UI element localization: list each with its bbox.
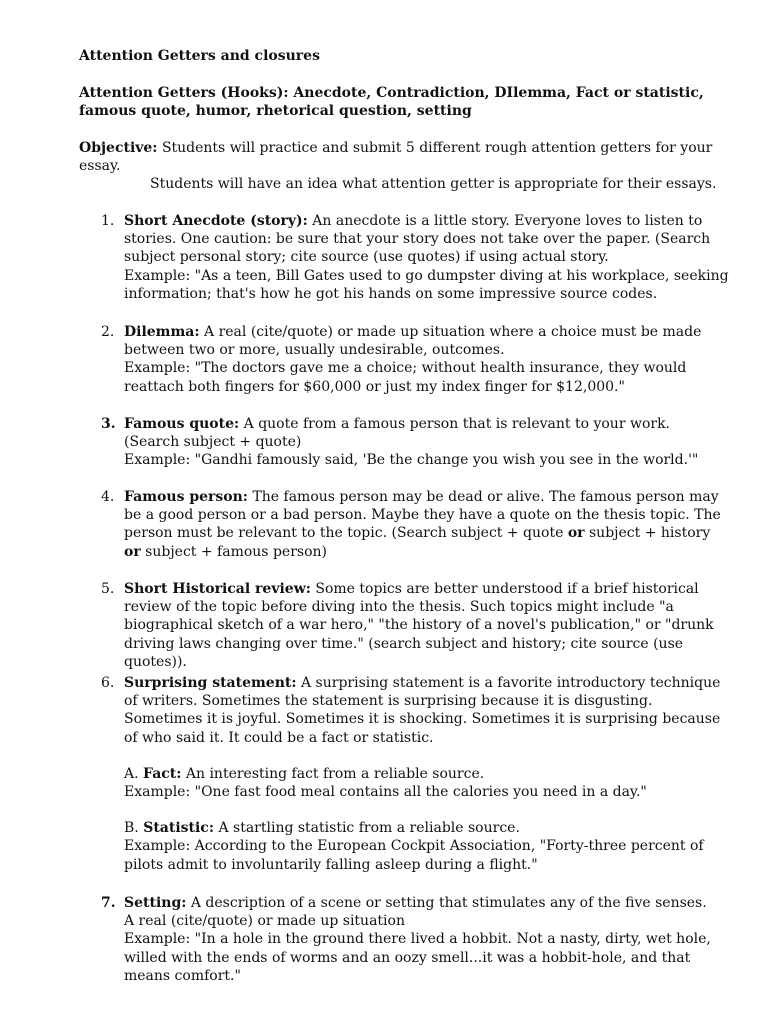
item-text: A real (cite/quote) or made up situation where a choice must be made between two or more, usually undesirable, outcomes.	[124, 324, 702, 359]
item-example: Example: "Gandhi famously said, 'Be the change you wish you see in the world.'"	[124, 452, 699, 469]
item-text: subject + famous person)	[145, 543, 327, 560]
objective-line-1: Students will practice and submit 5 different rough attention getters for your essay.	[79, 140, 713, 175]
list-number: 7.	[101, 895, 116, 911]
list-number: 5.	[101, 581, 115, 597]
subitem-fact	[124, 765, 729, 801]
subitem-heading: Statistic:	[143, 820, 214, 837]
item-note: A real (cite/quote) or made up situation	[124, 913, 405, 930]
list-item-dilemma	[79, 323, 729, 396]
objective-label: Objective:	[79, 140, 158, 156]
or-emphasis: or	[124, 543, 141, 560]
item-example: Example: "In a hole in the ground there lived a hobbit. Not a nasty, dirty, wet hole, willed with the ends of worms and an oozy smell...it was a hobbit-hole, and that means comfort."	[124, 931, 711, 984]
list-item-setting	[79, 894, 729, 985]
item-text: A description of a scene or setting that stimulates any of the five senses.	[190, 895, 707, 911]
item-text: Some topics are better understood if a brief historical review of the topic before diving into the thesis. Such topics might include "a biographical sketch of a war hero," "the history of a novel's publication," or "drunk driving laws changing over time." (search subject and history; cite source (use quotes)).	[124, 581, 714, 670]
list-number: 4.	[101, 489, 115, 505]
item-example: Example: "As a teen, Bill Gates used to go dumpster diving at his workplace, seeking information; that's how he got his hands on some impressive source codes.	[124, 267, 729, 302]
item-text: The famous person may be dead or alive. The famous person may be a good person or a bad person. Maybe they have a quote on the thesis topic. The person must be relevant to the topic. (Search subject + quote	[124, 489, 721, 542]
item-note: (Search subject + quote)	[124, 434, 302, 451]
subitem-prefix: A.	[124, 765, 139, 782]
list-item-anecdote	[79, 212, 729, 303]
subitem-example: Example: "One fast food meal contains all the calories you need in a day."	[124, 784, 647, 801]
subitem-prefix: B.	[124, 820, 139, 837]
item-heading: Dilemma:	[124, 324, 200, 340]
item-heading: Setting:	[124, 895, 187, 911]
objective-paragraph	[79, 139, 729, 194]
item-heading: Famous person:	[124, 489, 248, 505]
item-heading: Surprising statement:	[124, 675, 297, 691]
list-item-surprising-statement	[79, 674, 729, 874]
document-title: Attention Getters and closures	[79, 48, 320, 64]
item-text: subject + history	[589, 525, 711, 542]
subitem-text: An interesting fact from a reliable source.	[185, 765, 485, 782]
list-item-famous-person	[79, 488, 729, 561]
item-heading: Short Historical review:	[124, 581, 311, 597]
subitem-statistic	[124, 819, 729, 874]
item-text: A surprising statement is a favorite introductory technique of writers. Sometimes the statement is surprising because it is disgusting. Sometimes it is joyful. Sometimes it is shocking. Sometimes it is surprising because of who said it. It could be a fact or statistic.	[124, 675, 721, 746]
item-heading: Short Anecdote (story):	[124, 213, 308, 229]
objective-line-2: Students will have an idea what attention getter is appropriate for their essays.	[150, 176, 717, 193]
list-item-historical-review	[79, 580, 729, 671]
list-number: 1.	[101, 213, 115, 229]
or-emphasis: or	[567, 525, 585, 542]
item-text: A quote from a famous person that is relevant to your work.	[243, 416, 671, 432]
list-number: 2.	[101, 324, 115, 340]
list-number: 6.	[101, 675, 115, 691]
subitem-heading: Fact:	[143, 765, 182, 782]
item-text: An anecdote is a little story. Everyone loves to listen to stories. One caution: be sure that your story does not take over the paper. (Search subject personal story; cite source (use quotes) if using actual story.	[124, 213, 711, 266]
subitem-example: Example: According to the European Cockpit Association, "Forty-three percent of pilots admit to involuntarily falling asleep during a flight."	[124, 838, 704, 873]
item-example: Example: "The doctors gave me a choice; without health insurance, they would reattach both fingers for $60,000 or just my index finger for $12,000."	[124, 360, 687, 395]
subitem-text: A startling statistic from a reliable source.	[218, 820, 520, 837]
hooks-list-heading: Attention Getters (Hooks): Anecdote, Contradiction, DIlemma, Fact or statistic, famous quote, humor, rhetorical question, setting	[79, 85, 704, 120]
list-number: 3.	[101, 416, 116, 432]
list-item-famous-quote	[79, 415, 729, 470]
item-heading: Famous quote:	[124, 416, 240, 432]
